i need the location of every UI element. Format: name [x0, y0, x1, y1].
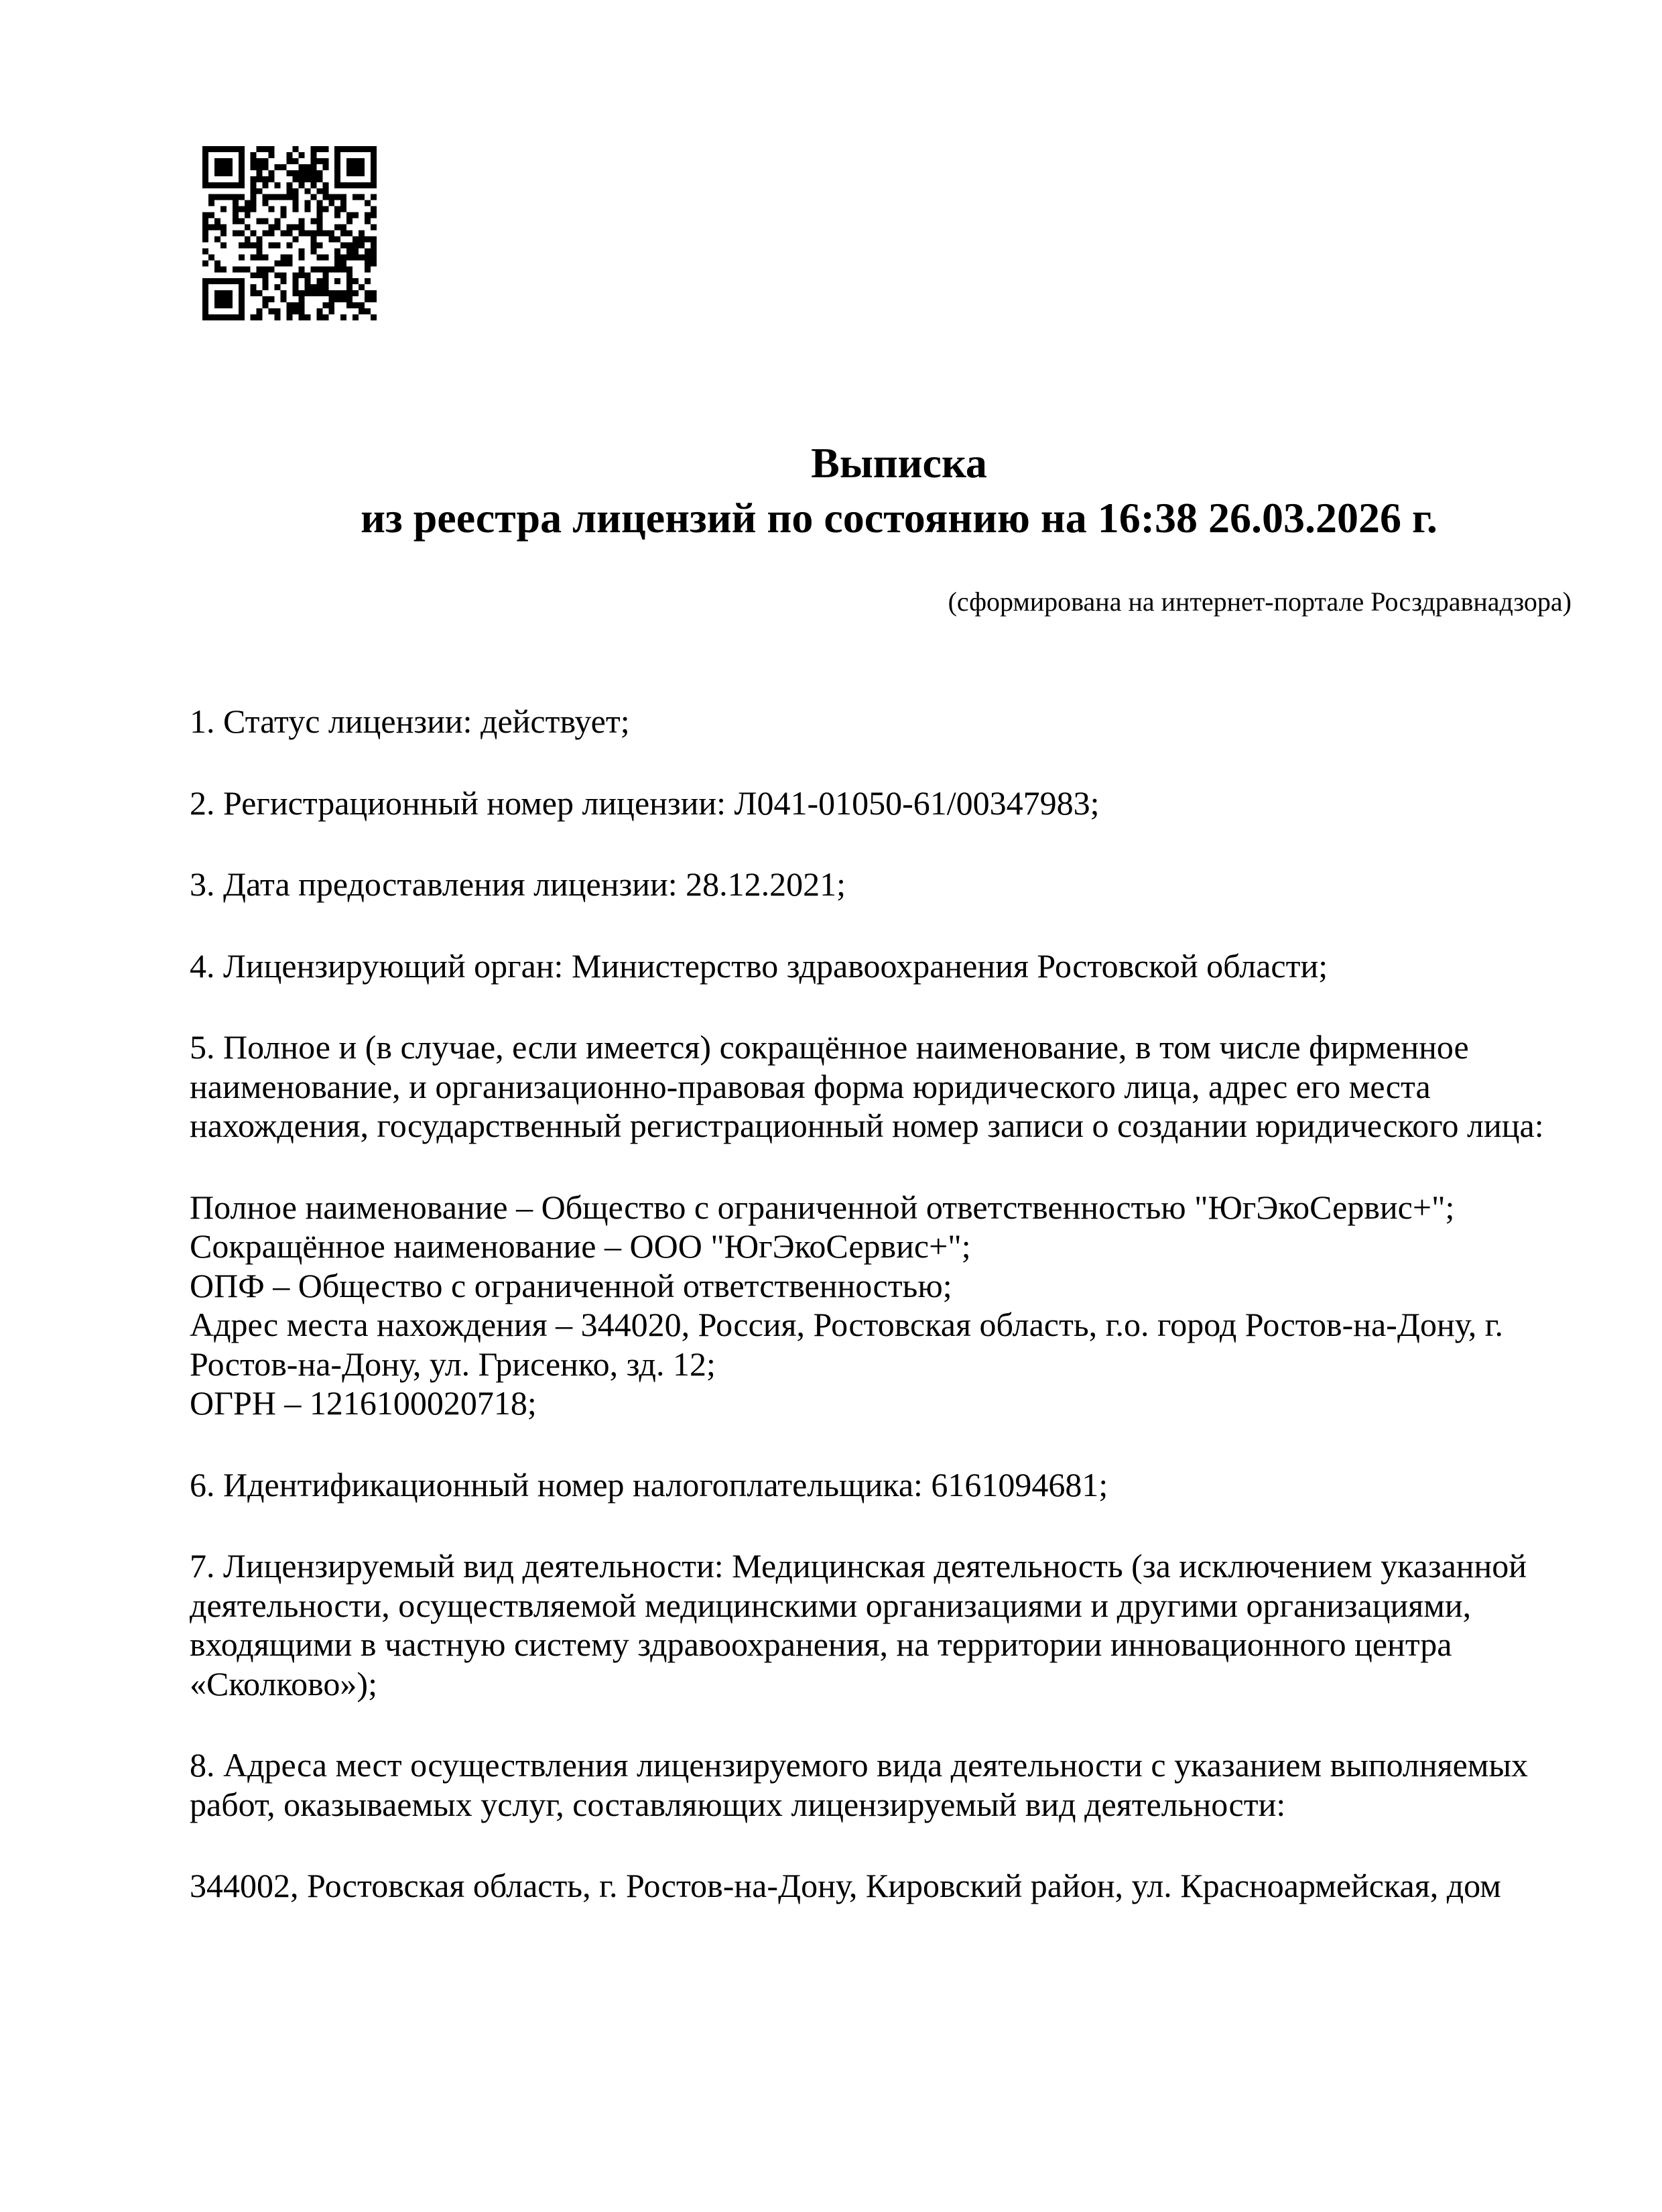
text-line: 8. Адреса мест осуществления лицензируемого вида деятельности с указанием выполняемых	[190, 1746, 1529, 1784]
text-line: 3. Дата предоставления лицензии: 28.12.2021;	[190, 865, 846, 903]
paragraph-organization-heading	[190, 1028, 1610, 1146]
text-line: работ, оказываемых услуг, составляющих лицензируемый вид деятельности:	[190, 1785, 1286, 1823]
text-line: 2. Регистрационный номер лицензии: Л041-01050-61/00347983;	[190, 784, 1100, 822]
qr-code-icon	[202, 146, 377, 320]
text-line: 7. Лицензируемый вид деятельности: Медицинская деятельность (за исключением указанной	[190, 1547, 1527, 1585]
document-subtitle: (сформирована на интернет-портале Росздравнадзора)	[948, 587, 1572, 617]
paragraph-address-1	[190, 1866, 1610, 1906]
document-body	[190, 702, 1610, 1948]
paragraph-grant-date	[190, 865, 1610, 904]
text-line: входящими в частную систему здравоохранения, на территории инновационного центра	[190, 1625, 1452, 1663]
paragraph-licensing-authority	[190, 946, 1610, 986]
text-line: 5. Полное и (в случае, если имеется) сокращённое наименование, в том числе фирменное	[190, 1028, 1469, 1066]
text-line: нахождения, государственный регистрационный номер записи о создании юридического лица:	[190, 1107, 1544, 1144]
paragraph-activity-type	[190, 1546, 1610, 1703]
title-line-1: Выписка	[811, 439, 987, 487]
text-line: Полное наименование – Общество с ограниченной ответственностью "ЮгЭкоСервис+";	[190, 1188, 1455, 1226]
text-line: Сокращённое наименование – ООО "ЮгЭкоСервис+";	[190, 1227, 971, 1265]
paragraph-addresses-heading	[190, 1745, 1610, 1824]
title-line-2: из реестра лицензий по состоянию на 16:38 26.03.2026 г.	[361, 494, 1437, 542]
text-line: ОПФ – Общество с ограниченной ответственностью;	[190, 1266, 952, 1304]
text-line: деятельности, осуществляемой медицинскими организациями и другими организациями,	[190, 1586, 1472, 1624]
text-line: 344002, Ростовская область, г. Ростов-на-Дону, Кировский район, ул. Красноармейская, дом	[190, 1867, 1501, 1904]
text-line: «Сколково»);	[190, 1664, 377, 1703]
text-line: Адрес места нахождения – 344020, Россия, Ростовская область, г.о. город Ростов-на-Дону, г.	[190, 1306, 1504, 1343]
paragraph-registration-number	[190, 784, 1610, 823]
paragraph-license-status	[190, 702, 1610, 741]
text-line: Ростов-на-Дону, ул. Грисенко, зд. 12;	[190, 1345, 716, 1383]
text-line: наименование, и организационно-правовая форма юридического лица, адрес его места	[190, 1067, 1431, 1105]
text-line: 1. Статус лицензии: действует;	[190, 702, 630, 740]
text-line: ОГРН – 1216100020718;	[190, 1384, 537, 1422]
paragraph-inn	[190, 1465, 1610, 1505]
paragraph-organization-details	[190, 1188, 1610, 1423]
text-line: 6. Идентификационный номер налогоплательщика: 6161094681;	[190, 1465, 1108, 1503]
text-line: 4. Лицензирующий орган: Министерство здравоохранения Ростовской области;	[190, 946, 1328, 985]
document-title	[190, 436, 1608, 546]
